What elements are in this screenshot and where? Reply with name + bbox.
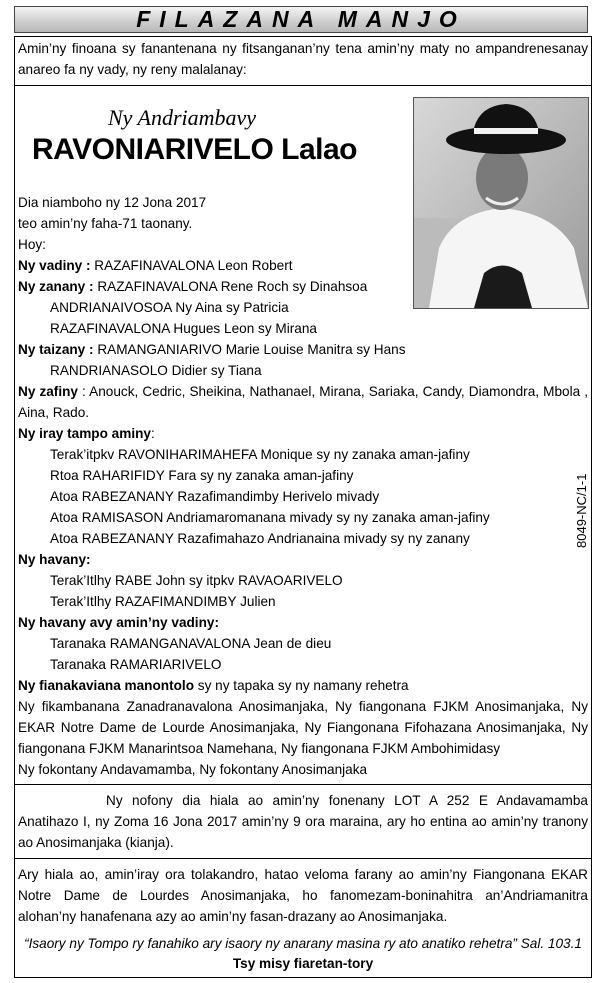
bible-quote: “Isaory ny Tompo ry fanahiko ary isaory ny anarany masina ry ato anatiko rehetra” Sal. 103.1: [24, 936, 582, 951]
spouse-line: [18, 256, 293, 277]
divider: [14, 85, 592, 86]
relatives-label-text: Ny havany:: [18, 552, 91, 567]
children-label: Ny zanany :: [18, 279, 94, 294]
portrait-image: [414, 98, 588, 308]
inlaws-label: Ny iray tampo aminy: [18, 426, 151, 441]
funeral-para: Ary hiala ao, amin’iray ora tolakandro, hatao veloma farany ao amin’ny Fiangonana EKAR Notre Dame de Lourdes Anosimanjaka, ho fanomezam-boninahitra an’Andriamanitra alohan’ny hanafenana azy ao amin’ny fasan-drazany ao Anosimanjaka.: [18, 867, 588, 924]
closing-line: Tsy misy fiaretan-tory: [232, 956, 374, 971]
friends-line: [18, 676, 409, 697]
inlaws-line: [18, 424, 155, 445]
death-age: teo amin’ny faha-71 taonany.: [18, 216, 193, 231]
spouse-label: Ny vadiny :: [18, 258, 91, 273]
death-hoy: Hoy:: [18, 237, 46, 252]
reference-code: 8049-NC/1-1: [574, 473, 589, 548]
portrait-photo: [413, 97, 589, 309]
siblings-1: RAMANGANIARIVO Marie Louise Manitra sy Hans: [93, 342, 406, 357]
inlaws-item: Rtoa RAHARIFIDY Fara sy ny zanaka aman-jafiny: [50, 468, 354, 483]
grandchildren-label: Ny zafiny: [18, 384, 78, 399]
children-2: ANDRIANAIVOSOA Ny Aina sy Patricia: [50, 300, 289, 315]
header-title: FILAZANA MANJO: [136, 6, 466, 33]
inlaws-item: Terak’itpkv RAVONIHARIMAHEFA Monique sy ny zanaka aman-jafiny: [50, 447, 470, 462]
deceased-name: RAVONIARIVELO Lalao: [32, 133, 357, 166]
divider: [14, 858, 592, 859]
relatives-label: [18, 550, 91, 571]
spouse-relatives-label-text: Ny havany avy amin’ny vadiny:: [18, 615, 219, 630]
children-1: RAZAFINAVALONA Rene Roch sy Dinahsoa: [93, 279, 368, 294]
relatives-item: Terak’Itlhy RABE John sy itpkv RAVAOARIVELO: [50, 573, 343, 588]
grandchildren-para: [18, 382, 588, 424]
siblings-label: Ny taizany :: [18, 342, 94, 357]
spouse-relatives-item: Taranaka RAMARIARIVELO: [50, 657, 222, 672]
inlaws-colon: :: [150, 426, 155, 441]
orgs-para: Ny fikambanana Zanadranavalona Anosimanjaka, Ny fiangonana FJKM Anosimanjaka, Ny EKAR Notre Dame de Lourde Anosimanjaka, Ny Fiangonana Fifohazana Anosimanjaka, Ny fiangonana FJKM Manarintsoa Namehana, Ny fiangonana FJKM Ambohimidasy: [18, 699, 588, 756]
relatives-item: Terak’Itlhy RAZAFIMANDIMBY Julien: [50, 594, 276, 609]
grandchildren-names: : Anouck, Cedric, Sheikina, Nathanael, Mirana, Sariaka, Candy, Diamondra, Mbola , Aina, Rado.: [18, 384, 588, 420]
inlaws-item: Atoa RABEZANANY Razafimahazo Andrianaina mivady sy ny zanany: [50, 531, 470, 546]
header-banner: [14, 6, 588, 33]
siblings-2: RANDRIANASOLO Didier sy Tiana: [50, 363, 262, 378]
siblings-line: [18, 340, 406, 361]
deceased-honorific: Ny Andriambavy: [108, 105, 257, 130]
inlaws-item: Atoa RABEZANANY Razafimandimby Herivelo mivady: [50, 489, 380, 504]
spouse-relatives-label: [18, 613, 219, 634]
spouse-name: RAZAFINAVALONA Leon Robert: [90, 258, 293, 273]
orgs-last: Ny fokontany Andavamamba, Ny fokontany Anosimanjaka: [18, 762, 368, 777]
friends-label: Ny fianakaviana manontolo: [18, 678, 195, 693]
friends-text: sy ny tapaka sy ny namany rehetra: [194, 678, 409, 693]
vigil-para: Ny nofony dia hiala ao amin’ny fonenany LOT A 252 E Andavamamba Anatihazo I, ny Zoma 16 Jona 2017 amin’ny 9 ora maraina, ary ho entina ao amin’ny tranony ao Anosimanjaka (kianja).: [18, 793, 588, 850]
divider: [14, 784, 592, 785]
children-line: [18, 277, 367, 298]
intro-text: Amin’ny finoana sy fanantenana ny fitsanganan’ny tena amin’ny maty no ampandrenesanay anareo fa ny vady, ny reny malalanay:: [18, 41, 588, 77]
death-date: Dia niamboho ny 12 Jona 2017: [18, 195, 207, 210]
inlaws-item: Atoa RAMISASON Andriamaromanana mivady sy ny zanaka aman-jafiny: [50, 510, 490, 525]
children-3: RAZAFINAVALONA Hugues Leon sy Mirana: [50, 321, 317, 336]
spouse-relatives-item: Taranaka RAMANGANAVALONA Jean de dieu: [50, 636, 332, 651]
